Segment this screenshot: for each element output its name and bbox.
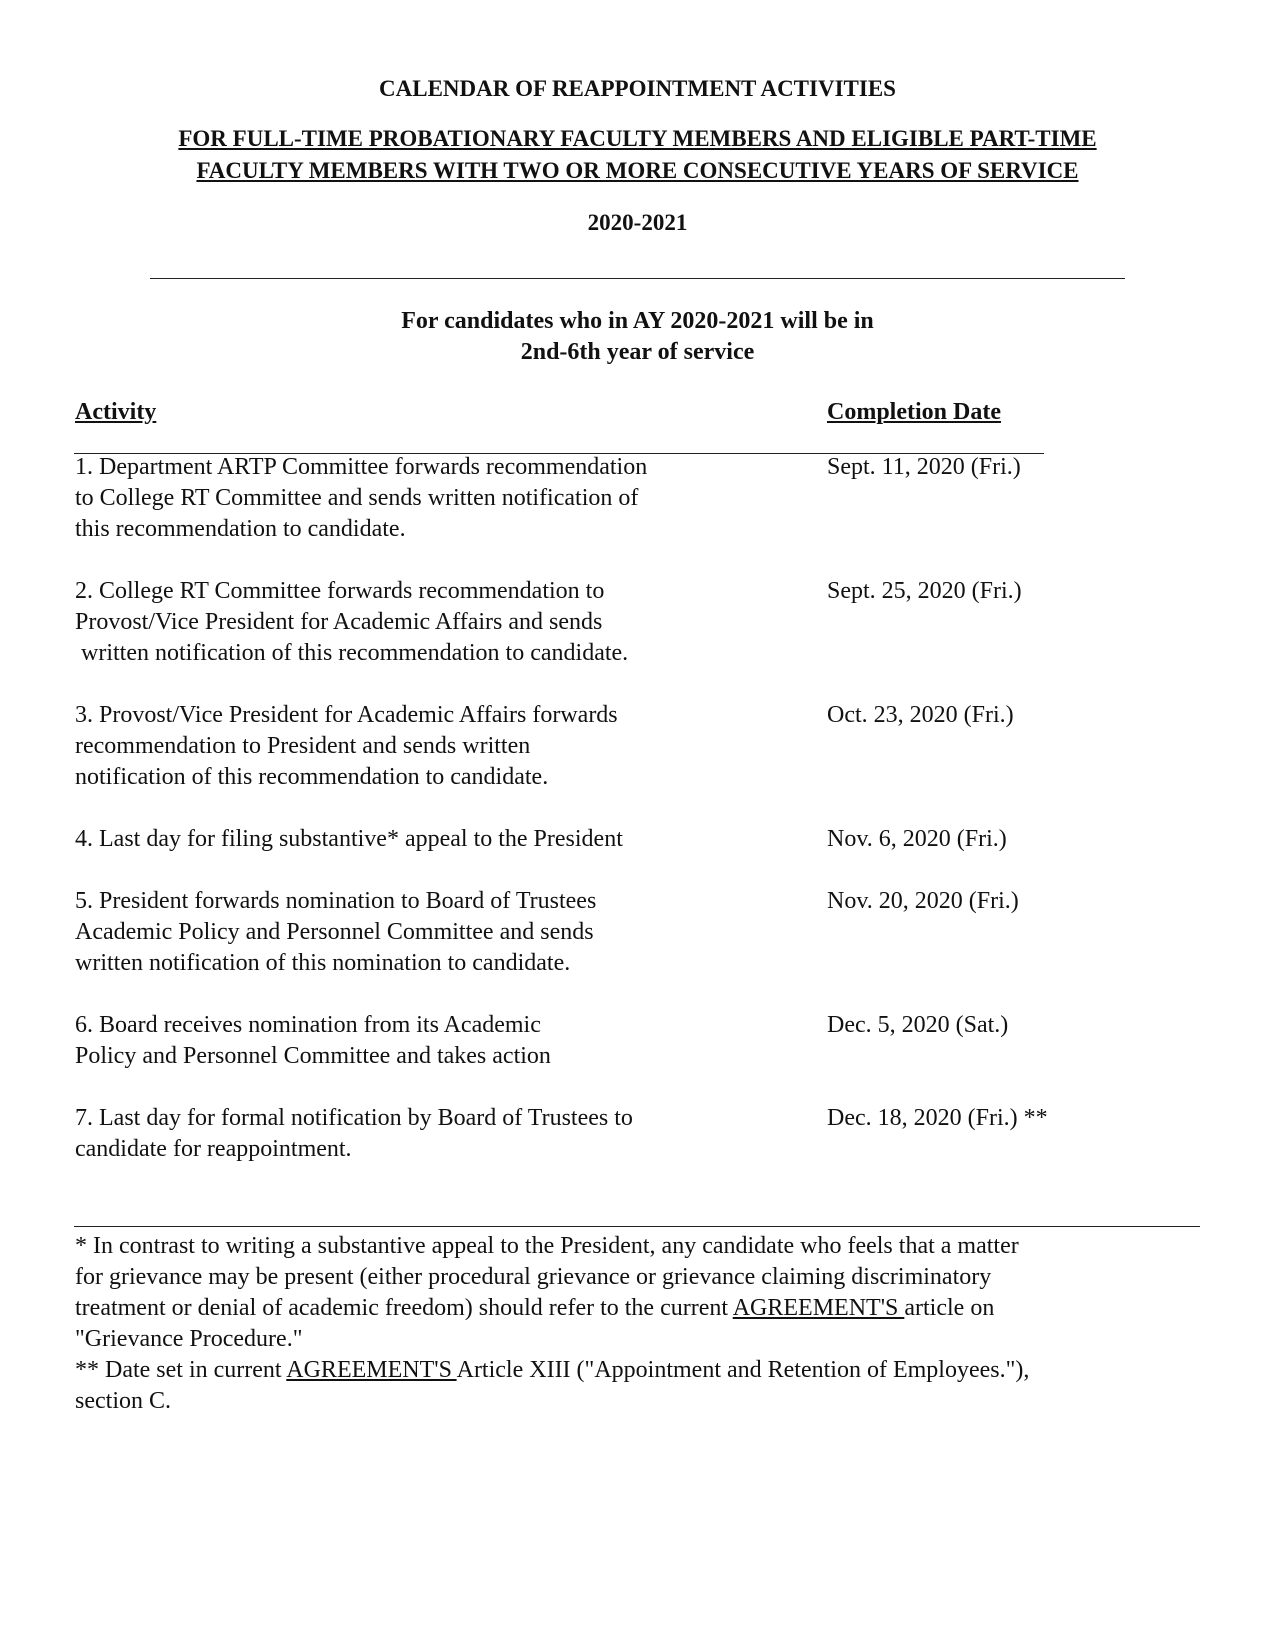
activity-item-3-line: notification of this recommendation to candidate. <box>75 764 549 790</box>
document-subtitle-line-1: FOR FULL-TIME PROBATIONARY FACULTY MEMBERS AND ELIGIBLE PART-TIME <box>178 126 1097 151</box>
activity-item-2-line: Provost/Vice President for Academic Affairs and sends <box>75 609 603 635</box>
activity-item-7-line: 7. Last day for formal notification by Board of Trustees to <box>75 1105 633 1131</box>
activity-column-header: Activity <box>75 399 157 425</box>
activity-item-1-line: to College RT Committee and sends written notification of <box>75 485 639 511</box>
activity-item-6-line: Policy and Personnel Committee and takes action <box>75 1043 551 1069</box>
activity-item-1-date: Sept. 11, 2020 (Fri.) <box>827 454 1021 480</box>
activity-item-7 <box>75 1103 775 1165</box>
activity-item-4-date: Nov. 6, 2020 (Fri.) <box>827 826 1007 852</box>
footnote-divider <box>74 1226 1200 1227</box>
agreement-reference: AGREEMENT'S <box>286 1357 457 1383</box>
header-divider <box>150 278 1125 279</box>
candidates-heading-line-1: For candidates who in AY 2020-2021 will be in <box>401 308 874 334</box>
activity-item-1-line: 1. Department ARTP Committee forwards recommendation <box>75 454 648 480</box>
candidates-heading-line-2: 2nd-6th year of service <box>520 339 755 365</box>
activity-item-2-date: Sept. 25, 2020 (Fri.) <box>827 578 1022 604</box>
footnote-1-text: article on <box>904 1295 995 1321</box>
footnote-1-line: for grievance may be present (either procedural grievance or grievance claiming discriminatory <box>75 1264 992 1290</box>
activity-item-1-line: this recommendation to candidate. <box>75 516 406 542</box>
footnote-1-text: treatment or denial of academic freedom) should refer to the current <box>75 1295 733 1321</box>
document-title: CALENDAR OF REAPPOINTMENT ACTIVITIES <box>379 76 896 101</box>
footnote-1-line: "Grievance Procedure." <box>75 1326 303 1352</box>
footnote-2-text: ** Date set in current <box>75 1357 287 1383</box>
activity-item-7-line: candidate for reappointment. <box>75 1136 352 1162</box>
footnote-2-text: Article XIII ("Appointment and Retention of Employees."), <box>456 1357 1030 1383</box>
activity-item-3-line: recommendation to President and sends written <box>75 733 531 759</box>
completion-date-column-header: Completion Date <box>827 399 1001 425</box>
agreement-reference: AGREEMENT'S <box>732 1295 905 1321</box>
footnote-1-line: * In contrast to writing a substantive appeal to the President, any candidate who feels that a matter <box>75 1233 1019 1259</box>
activity-item-7-date: Dec. 18, 2020 (Fri.) ** <box>827 1105 1048 1131</box>
activity-item-4 <box>75 824 775 855</box>
academic-year: 2020-2021 <box>587 210 688 235</box>
activity-item-4-line: 4. Last day for filing substantive* appeal to the President <box>75 826 623 852</box>
activity-item-6-date: Dec. 5, 2020 (Sat.) <box>827 1012 1009 1038</box>
activity-item-3 <box>75 700 775 793</box>
activity-item-6 <box>75 1010 775 1072</box>
activity-item-5-line: written notification of this nomination to candidate. <box>75 950 571 976</box>
activity-item-3-date: Oct. 23, 2020 (Fri.) <box>827 702 1014 728</box>
activity-item-5-date: Nov. 20, 2020 (Fri.) <box>827 888 1019 914</box>
activity-item-2-line: 2. College RT Committee forwards recommendation to <box>75 578 605 604</box>
footnote-1-line <box>75 1293 1205 1324</box>
activity-item-5-line: Academic Policy and Personnel Committee and sends <box>75 919 594 945</box>
activity-item-5 <box>75 886 775 979</box>
activity-item-6-line: 6. Board receives nomination from its Academic <box>75 1012 541 1038</box>
footnote-2-line: section C. <box>75 1388 171 1414</box>
footnotes <box>75 1231 1205 1417</box>
document-subtitle-line-2: FACULTY MEMBERS WITH TWO OR MORE CONSECUTIVE YEARS OF SERVICE <box>196 158 1079 183</box>
footnote-2-line <box>75 1355 1205 1386</box>
activity-item-3-line: 3. Provost/Vice President for Academic Affairs forwards <box>75 702 618 728</box>
activity-item-2-line: written notification of this recommendation to candidate. <box>75 640 629 666</box>
activity-item-2 <box>75 576 775 669</box>
activity-item-5-line: 5. President forwards nomination to Board of Trustees <box>75 888 597 914</box>
activity-item-1 <box>75 452 775 545</box>
